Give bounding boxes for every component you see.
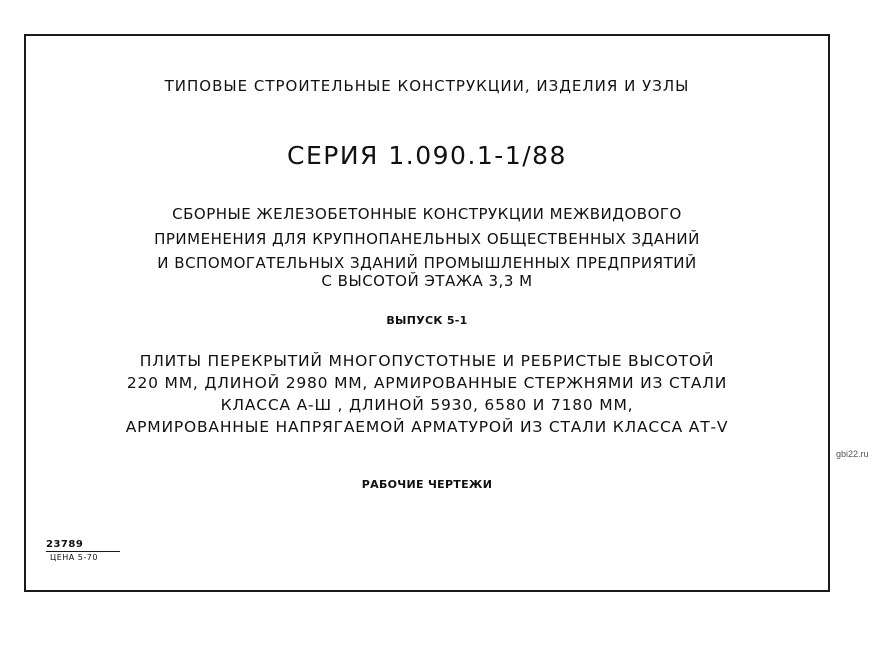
subject-line-2: 220 ММ, ДЛИНОЙ 2980 ММ, АРМИРОВАННЫЕ СТЕРЖНЯМИ ИЗ СТАЛИ: [126, 374, 728, 392]
watermark-text: gbi22.ru: [836, 449, 869, 459]
working-drawings-label: РАБОЧИЕ ЧЕРТЕЖИ: [361, 478, 493, 491]
issue-label: ВЫПУСК 5-1: [386, 314, 468, 327]
series-title: СЕРИЯ 1.090.1-1/88: [287, 141, 567, 170]
document-number: 23789: [46, 539, 120, 552]
title-line-3: И ВСПОМОГАТЕЛЬНЫХ ЗДАНИЙ ПРОМЫШЛЕННЫХ ПРЕДПРИЯТИЙ: [157, 254, 697, 272]
price-label: ЦЕНА 5-70: [50, 553, 98, 562]
title-page-frame: [24, 34, 830, 592]
subject-line-3: КЛАССА А-Ш , ДЛИНОЙ 5930, 6580 И 7180 ММ,: [220, 396, 634, 414]
title-line-1: СБОРНЫЕ ЖЕЛЕЗОБЕТОННЫЕ КОНСТРУКЦИИ МЕЖВИДОВОГО: [172, 205, 682, 223]
title-line-4: С ВЫСОТОЙ ЭТАЖА 3,3 М: [321, 272, 533, 290]
subject-line-4: АРМИРОВАННЫЕ НАПРЯГАЕМОЙ АРМАТУРОЙ ИЗ СТАЛИ КЛАССА АТ-Ⅴ: [125, 418, 729, 436]
title-line-2: ПРИМЕНЕНИЯ ДЛЯ КРУПНОПАНЕЛЬНЫХ ОБЩЕСТВЕННЫХ ЗДАНИЙ: [154, 230, 700, 248]
collection-header: ТИПОВЫЕ СТРОИТЕЛЬНЫЕ КОНСТРУКЦИИ, ИЗДЕЛИЯ И УЗЛЫ: [164, 77, 690, 95]
subject-line-1: ПЛИТЫ ПЕРЕКРЫТИЙ МНОГОПУСТОТНЫЕ И РЕБРИСТЫЕ ВЫСОТОЙ: [139, 352, 715, 370]
